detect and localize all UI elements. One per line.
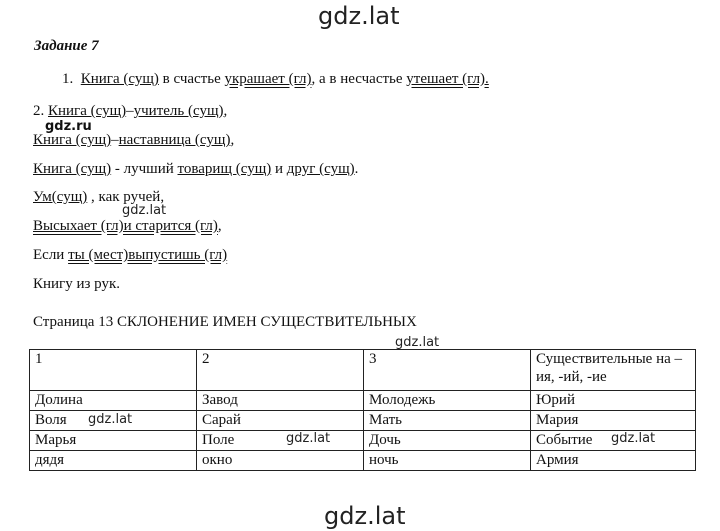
table-cell: Долина (30, 391, 197, 411)
word: Книга (сущ) (33, 132, 112, 148)
watermark-mid: gdz.lat (122, 203, 167, 218)
text: Если (33, 247, 69, 263)
table-cell: окно (197, 451, 364, 471)
text: – (126, 103, 134, 119)
table-row (30, 391, 696, 411)
page-heading: Страница 13 СКЛОНЕНИЕ ИМЕН СУЩЕСТВИТЕЛЬНЫХ (33, 314, 417, 330)
watermark-row-pole: gdz.lat (286, 431, 331, 446)
word: ты (мест)выпустишь (гл) (68, 247, 228, 263)
word: учитель (сущ) (133, 103, 224, 119)
watermark-row-volya: gdz.lat (88, 412, 133, 427)
word-ukrashaet: украшает (гл) (224, 71, 312, 87)
cell-text: Воля (35, 412, 67, 428)
table-cell: Завод (197, 391, 364, 411)
item-2-line-2 (33, 132, 234, 149)
table-row (30, 451, 696, 471)
text: – (111, 132, 119, 148)
table-cell: Дочь (364, 431, 531, 451)
table-cell: Марья (30, 431, 197, 451)
word: Высыхает (гл)и старится (гл) (33, 218, 218, 234)
item-2-line-1 (33, 103, 227, 120)
text: , а в несчастье (311, 71, 407, 87)
table-cell: Мать (364, 411, 531, 431)
word: Книга (сущ) (48, 103, 127, 119)
table-cell: Армия (531, 451, 696, 471)
table-cell: Событие (531, 431, 696, 451)
watermark-table-top: gdz.lat (395, 335, 440, 350)
item-2-line-6 (33, 247, 227, 264)
text: Книгу из рук. (33, 276, 121, 292)
item-1 (62, 71, 489, 88)
watermark-gdz-ru: gdz.ru (45, 119, 92, 134)
word: товарищ (сущ) (177, 161, 272, 177)
text: - лучший (111, 161, 178, 177)
word: наставница (сущ) (118, 132, 231, 148)
table-header-cell: 2 (197, 350, 364, 391)
table-header-cell: 1 (30, 350, 197, 391)
word: друг (сущ) (286, 161, 355, 177)
watermark-row-sobytie: gdz.lat (611, 431, 656, 446)
declension-table (29, 349, 696, 471)
word: Ум(сущ) (33, 189, 88, 205)
table-cell: Юрий (531, 391, 696, 411)
item-2-line-5 (33, 218, 222, 235)
item-2-line-7 (33, 276, 120, 293)
table-header-row (30, 350, 696, 391)
watermark-top: gdz.lat (318, 2, 400, 30)
text: и (271, 161, 287, 177)
table-cell: Молодежь (364, 391, 531, 411)
item-2-number: 2. (33, 103, 48, 119)
table-header-cell: Существительные на –ия, -ий, -ие (531, 350, 696, 391)
word-uteshaet: утешает (гл). (406, 71, 489, 87)
text: , (223, 103, 228, 119)
text: , как ручей, (87, 189, 165, 205)
text: . (354, 161, 359, 177)
watermark-bottom: gdz.lat (324, 502, 406, 530)
text: , (217, 218, 222, 234)
text: в счастье (158, 71, 225, 87)
table-header-cell: 3 (364, 350, 531, 391)
item-1-number: 1. (62, 71, 74, 87)
table-cell: Сарай (197, 411, 364, 431)
task-title: Задание 7 (34, 38, 99, 54)
table-cell: дядя (30, 451, 197, 471)
table-cell: Поле (197, 431, 364, 451)
table-row (30, 431, 696, 451)
word: Книга (сущ) (33, 161, 112, 177)
table-cell: Мария (531, 411, 696, 431)
text: , (230, 132, 235, 148)
table-cell: ночь (364, 451, 531, 471)
word-kniga: Книга (сущ) (80, 71, 159, 87)
item-2-line-3 (33, 161, 358, 178)
